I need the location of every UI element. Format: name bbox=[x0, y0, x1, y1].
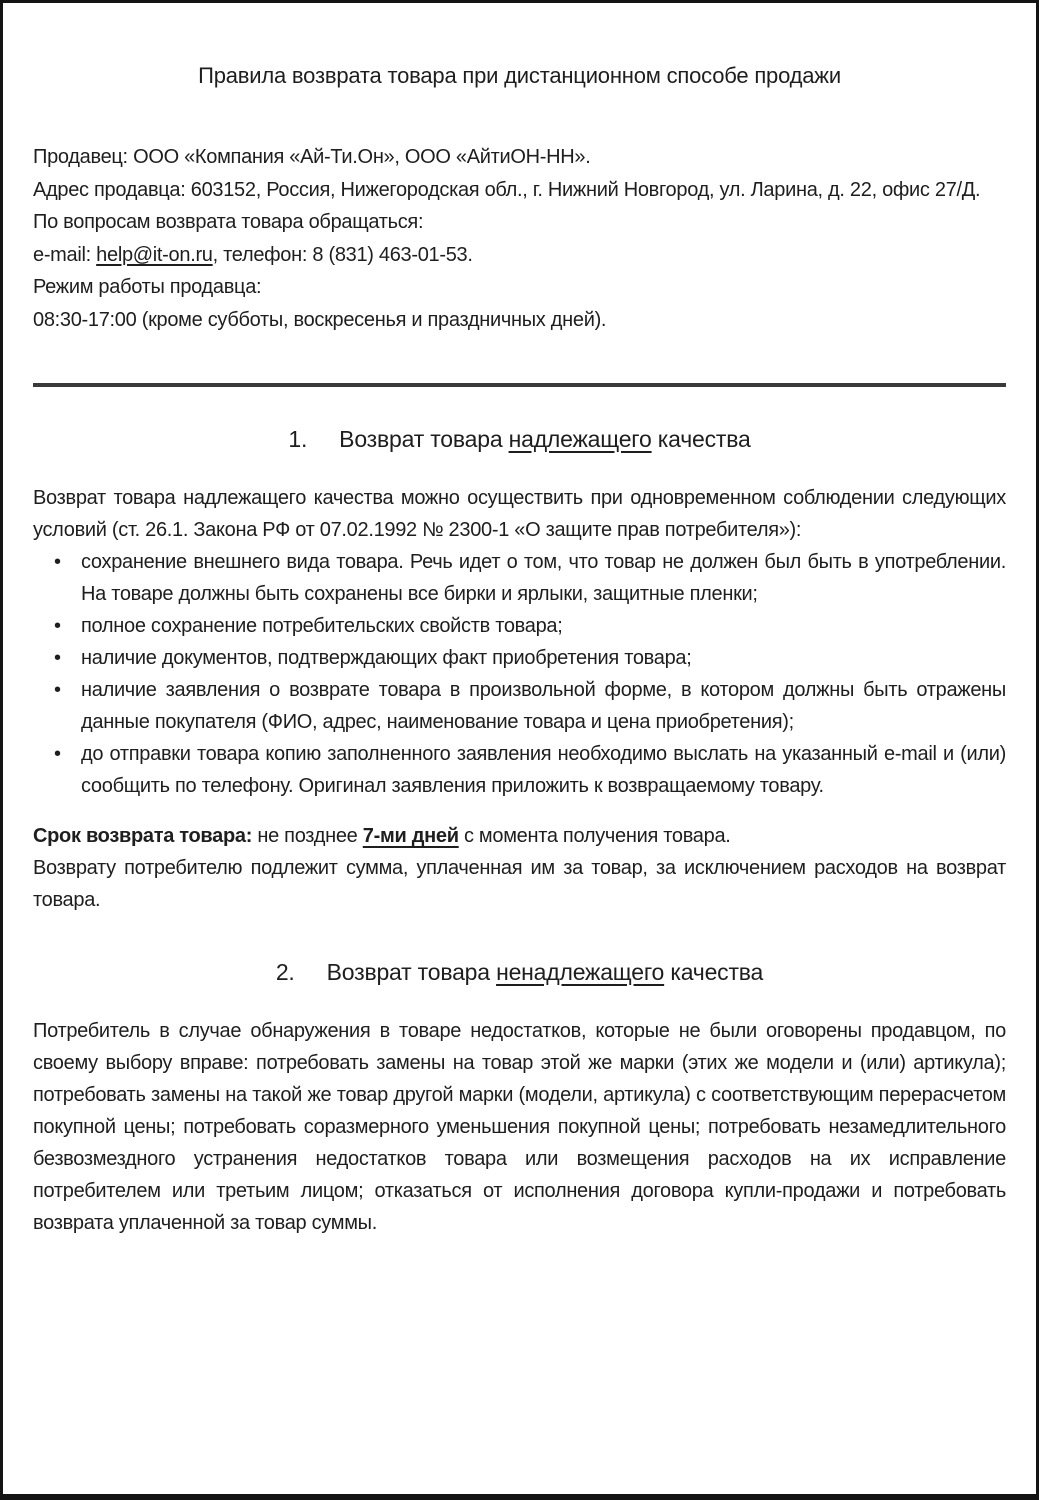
email-label: e-mail: bbox=[33, 243, 97, 266]
list-item bbox=[33, 642, 1006, 674]
section1-title-pre: Возврат товара bbox=[339, 426, 509, 452]
return-term-line bbox=[33, 820, 1006, 852]
list-item-text: наличие документов, подтверждающих факт приобретения товара; bbox=[81, 647, 692, 669]
seller-address-line: Адрес продавца: 603152, Россия, Нижегородская обл., г. Нижний Новгород, ул. Ларина, д. 22, офис 27/Д. bbox=[33, 178, 981, 201]
conditions-list bbox=[33, 546, 1006, 802]
refund-note: Возврату потребителю подлежит сумма, уплаченная им за товар, за исключением расходов на возврат товара. bbox=[33, 857, 1006, 911]
email-link[interactable]: help@it-on.ru bbox=[96, 243, 213, 266]
bullet-icon: • bbox=[54, 647, 61, 669]
section2-heading bbox=[33, 956, 1006, 988]
list-item bbox=[33, 546, 1006, 610]
section2-title-pre: Возврат товара bbox=[326, 959, 497, 985]
return-term-mid: не позднее bbox=[252, 825, 363, 847]
bullet-icon: • bbox=[54, 743, 61, 765]
seller-line: Продавец: ООО «Компания «Ай-Ти.Он», ООО «АйтиОН-НН». bbox=[33, 146, 591, 168]
seller-info-block bbox=[33, 141, 1006, 336]
contact-intro-line: По вопросам возврата товара обращаться: bbox=[33, 211, 424, 233]
section1-intro-paragraph: Возврат товара надлежащего качества можно осуществить при одновременном соблюдении следующих условий (ст. 26.1. Закона РФ от 07.02.1992 № 2300-1 «О защите прав потребителя»): bbox=[33, 487, 1006, 541]
page-title: Правила возврата товара при дистанционном способе продажи bbox=[198, 63, 841, 88]
bullet-icon: • bbox=[54, 679, 61, 701]
return-term-post: с момента получения товара. bbox=[458, 825, 731, 847]
list-item bbox=[33, 738, 1006, 802]
schedule-label-line: Режим работы продавца: bbox=[33, 276, 262, 298]
bullet-icon: • bbox=[54, 551, 61, 573]
section2-paragraph: Потребитель в случае обнаружения в товаре недостатков, которые не были оговорены продавцом, по своему выбору вправе: потребовать замены на товар этой же марки (этих же модели и (или) артикула); потребовать замены на такой же товар другой марки (модели, артикула) с соответствующим перерасчетом покупной цены; потребовать соразмерного уменьшения покупной цены; потребовать незамедлительного безвозмездного устранения недостатков товара или возмещения расходов на их исправление потребителем или третьим лицом; отказаться от исполнения договора купли-продажи и потребовать возврата уплаченной за товар суммы. bbox=[33, 1020, 1006, 1234]
phone-text: , телефон: 8 (831) 463-01-53. bbox=[212, 243, 473, 266]
section1-number: 1. bbox=[288, 426, 308, 452]
list-item bbox=[33, 674, 1006, 738]
return-term-label: Срок возврата товара: bbox=[33, 825, 253, 847]
section1-heading bbox=[33, 423, 1006, 455]
list-item-text: полное сохранение потребительских свойств товара; bbox=[81, 615, 563, 637]
list-item-text: сохранение внешнего вида товара. Речь идет о том, что товар не должен был быть в употреблении. На товаре должны быть сохранены все бирки и ярлыки, защитные пленки; bbox=[81, 551, 1006, 605]
contact-line bbox=[33, 239, 1006, 272]
section-divider bbox=[33, 383, 1006, 387]
section1-title-underlined: надлежащего bbox=[508, 426, 652, 452]
section1-title-post: качества bbox=[651, 426, 751, 452]
list-item-text: до отправки товара копию заполненного заявления необходимо выслать на указанный e-mail и (или) сообщить по телефону. Оригинал заявления приложить к возвращаемому товару. bbox=[81, 743, 1006, 797]
bullet-icon: • bbox=[54, 615, 61, 637]
schedule-value-line: 08:30-17:00 (кроме субботы, воскресенья и праздничных дней). bbox=[33, 308, 607, 331]
return-term-block bbox=[33, 820, 1006, 916]
return-term-days: 7-ми дней bbox=[362, 825, 459, 847]
list-item-text: наличие заявления о возврате товара в произвольной форме, в котором должны быть отражены данные покупателя (ФИО, адрес, наименование товара и цена приобретения); bbox=[81, 679, 1006, 733]
section2-title-underlined: ненадлежащего bbox=[496, 959, 665, 985]
section2-title-post: качества bbox=[664, 959, 764, 985]
list-item bbox=[33, 610, 1006, 642]
section2-number: 2. bbox=[275, 959, 295, 985]
